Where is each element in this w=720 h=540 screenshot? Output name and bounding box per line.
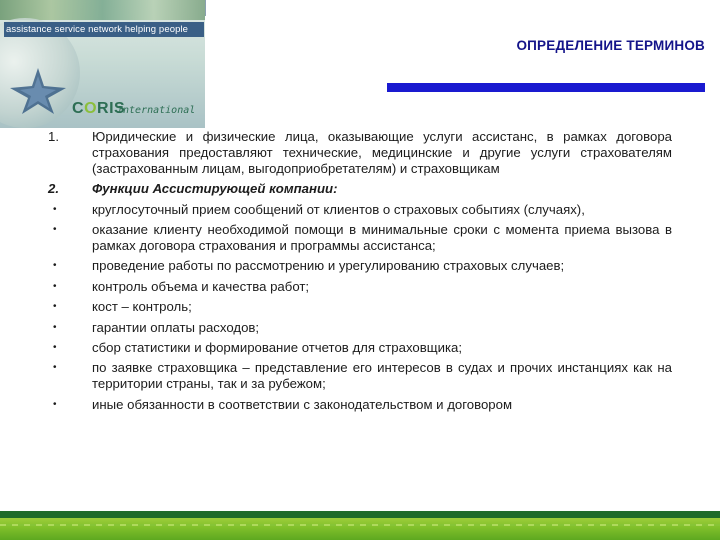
- item-marker: 2.: [48, 181, 59, 197]
- logo-name: CORIS: [72, 100, 126, 117]
- item-text: оказание клиенту необходимой помощи в минимальные сроки с момента приема вызова в рамках договора страхования и программы ассистанса;: [92, 222, 672, 253]
- title-underline-bar: [387, 83, 705, 92]
- bullet-marker: •: [53, 224, 57, 236]
- logo-block: [0, 0, 205, 128]
- list-item: [40, 299, 672, 315]
- divider: [205, 0, 206, 16]
- item-marker: 1.: [48, 129, 59, 144]
- list-item: [40, 129, 672, 177]
- item-text: круглосуточный прием сообщений от клиентов о страховых событиях (случаях),: [92, 201, 585, 217]
- item-text: гарантии оплаты расходов;: [92, 319, 260, 335]
- bullet-marker: •: [53, 321, 57, 333]
- item-text: Юридические и физические лица, оказывающие услуги ассистанс, в рамках договора страхования предоставляют технические, медицинские и другие услуги страхователям (застрахованным лицам, выгодоприобретателям) и страховщикам: [92, 129, 672, 176]
- page-title: ОПРЕДЕЛЕНИЕ ТЕРМИНОВ: [516, 38, 705, 53]
- header-photo-strip: [0, 0, 205, 20]
- item-text: проведение работы по рассмотрению и урегулированию страховых случаев;: [92, 258, 565, 274]
- item-text: контроль объема и качества работ;: [92, 278, 310, 294]
- item-text: сбор статистики и формирование отчетов для страховщика;: [92, 339, 463, 355]
- bullet-marker: •: [53, 280, 57, 292]
- item-text: иные обязанности в соответствии с законодательством и договором: [92, 396, 513, 412]
- bullet-marker: •: [53, 301, 57, 313]
- item-text: кост – контроль;: [92, 299, 192, 315]
- logo-subtitle: International: [117, 105, 196, 116]
- bullet-marker: •: [53, 260, 57, 272]
- list-item: [40, 279, 672, 295]
- list-item: [40, 222, 672, 254]
- list-item: [40, 181, 672, 197]
- list-item: [40, 340, 672, 356]
- bullet-marker: •: [53, 203, 57, 215]
- footer-dark-stripe: [0, 511, 720, 518]
- list-item: [40, 202, 672, 218]
- section-heading: Функции Ассистирующей компании:: [92, 181, 338, 197]
- content-list: [40, 129, 672, 417]
- star-icon: [8, 66, 68, 116]
- list-item: [40, 360, 672, 392]
- bullet-marker: •: [53, 362, 57, 374]
- item-text: по заявке страховщика – представление его интересов в судах и прочих инстанциях как на территории страны, так и за рубежом;: [92, 360, 672, 392]
- bullet-marker: •: [53, 341, 57, 353]
- footer-green-band: [0, 518, 720, 540]
- list-item: [40, 397, 672, 413]
- list-item: [40, 320, 672, 336]
- bullet-marker: •: [53, 398, 57, 410]
- logo-tagline: assistance service network helping people: [4, 22, 204, 37]
- list-item: [40, 258, 672, 274]
